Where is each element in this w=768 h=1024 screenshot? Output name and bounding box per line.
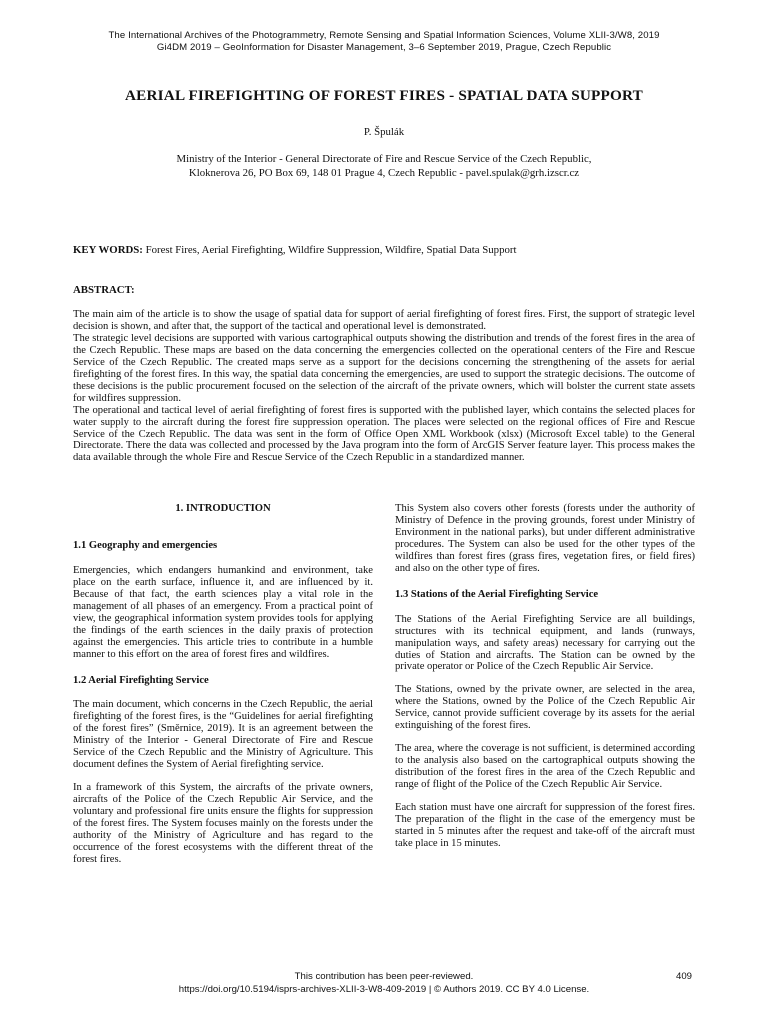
abstract-heading: ABSTRACT: (73, 284, 135, 296)
subsection-heading-geography: 1.1 Geography and emergencies (73, 539, 218, 551)
running-header-line2: Gi4DM 2019 – GeoInformation for Disaster Management, 3–6 September 2019, Prague, Czech Republic (156, 42, 612, 53)
body-paragraph: Emergencies, which endangers humankind and environment, take place on the earth surface, influence it, and are influenced by it. Because of that fact, the earth sciences play a vital role in the management of all phases of an emergency. From a practical point of view, the geographical information system provides tools for applying the findings of the earth sciences in the daily praxis of protection against the emergencies. This article tries to contribute in a humble manner to this effort on the area of forest fires and wildfires. (73, 564, 373, 660)
author: P. Špulák (363, 126, 405, 138)
abstract-paragraph: The strategic level decisions are supported with various cartographical outputs showing the distribution and trends of the forest fires in the area of the Czech Republic. These maps are based on the data concerning the emergencies collected on the operational centers of the Fire and Rescue Service of the Czech Republic. The created maps serve as a support for the decisions concerning the strengthening of the assets for aerial firefighting of the forest fires. In this way, the spatial data concerning the emergencies, are used to support the strategic decisions. The outcome of these decisions is the public procurement focused on the selection of the aircraft of the private owners, which will bolster the current state assets for wildfires suppression. (73, 332, 695, 404)
abstract-paragraph: The operational and tactical level of aerial firefighting of forest fires is supported with the published layer, which contains the selected places for water supply to the aircraft during the forest fire suppression operation. The places were selected on the regional offices of Fire and Rescue Service of the Czech Republic. The data was sent in the form of Office Open XML Workbook (xlsx) (Microsoft Excel table) to the General Directorate. There the data was collected and processed by the Java program into the form of ArcGIS Server feature layer. This process makes the data available through the whole Fire and Rescue Service of the Czech Republic in a standardized manner. (73, 404, 695, 464)
abstract-paragraph: The main aim of the article is to show the usage of spatial data for support of aerial firefighting of forest fires. First, the support of strategic level decision is shown, and after that, the support of the tactical and operational level is demonstrated. (73, 309, 695, 332)
body-paragraph: The Stations of the Aerial Firefighting Service are all buildings, structures with its technical equipment, and lands (runways, manipulation ways, and safety areas) necessary for carrying out the duties of Station and aircrafts. The Station can be owned by the private operator or Police of the Czech Republic Air Service. (395, 613, 695, 673)
page-number: 409 (676, 971, 693, 982)
section-heading-introduction: 1. INTRODUCTION (175, 503, 271, 514)
right-column (395, 503, 695, 861)
body-paragraph: This System also covers other forests (forests under the authority of Ministry of Defence in the proving grounds, forest under Ministry of Environment in the national parks), but under different administrative procedures. The System can also be used for the other types of the wildfires than forest fires (grass fires, vegetation fires, or field fires) and also on the other type of fires. (395, 503, 695, 574)
body-paragraph: The main document, which concerns in the Czech Republic, the aerial firefighting of the forest fires, is the “Guidelines for aerial firefighting of the forest fires” (Směrnice, 2019). It is an agreement between the Ministry of the Interior - General Directorate of Fire and Rescue Service of the Czech Republic and the Ministry of Agriculture. This document defines the System of Aerial firefighting service. (73, 699, 373, 771)
footer-peer-reviewed: This contribution has been peer-reviewed. (294, 971, 474, 982)
affiliation (0, 152, 768, 180)
keywords-text: Forest Fires, Aerial Firefighting, Wildfire Suppression, Wildfire, Spatial Data Support (142, 244, 517, 256)
paper-title: AERIAL FIREFIGHTING OF FOREST FIRES - SPATIAL DATA SUPPORT (125, 87, 643, 104)
body-paragraph: The Stations, owned by the private owner, are selected in the area, where the Stations, owned by the Police of the Czech Republic Air Service, cannot provide sufficient coverage by its assets for the aerial extinguishing of the forest fires. (395, 684, 695, 732)
left-column (73, 503, 373, 877)
affiliation-line2: Kloknerova 26, PO Box 69, 148 01 Prague 4, Czech Republic - pavel.spulak@grh.izscr.cz (188, 167, 580, 179)
body-paragraph: Each station must have one aircraft for suppression of the forest fires. The preparation of the flight in the case of the emergency must be started in 5 minutes after the request and take-off of the aircraft must take place in 15 minutes. (395, 802, 695, 849)
footer-doi-link[interactable]: https://doi.org/10.5194/isprs-archives-XLII-3-W8-409-2019 | © Authors 2019. CC BY 4.0 License. (178, 984, 590, 995)
body-paragraph: In a framework of this System, the aircrafts of the private owners, aircrafts of the Police of the Czech Republic Air Service, and the voluntary and professional fire units ensure the flights for suppression of the forest fires. The System focuses mainly on the forests under the authority of the Ministry of Agriculture and has regard to the occurrence of the forest ecosystems with the different threat of the forest fires. (73, 782, 373, 865)
keywords (73, 244, 698, 256)
subsection-heading-stations: 1.3 Stations of the Aerial Firefighting Service (395, 588, 599, 600)
body-paragraph: The area, where the coverage is not sufficient, is determined according to the analysis also based on the cartographical outputs showing the distribution of the forest fires in the area of the Czech Republic and range of flight of the Police of the Czech Republic Air Service. (395, 743, 695, 791)
affiliation-line1: Ministry of the Interior - General Directorate of Fire and Rescue Service of the Czech Republic, (176, 153, 592, 165)
running-header-line1: The International Archives of the Photogrammetry, Remote Sensing and Spatial Information Sciences, Volume XLII-3/W8, 2019 (108, 30, 660, 41)
subsection-heading-aerial-service: 1.2 Aerial Firefighting Service (73, 674, 209, 686)
keywords-label: KEY WORDS: (73, 244, 143, 256)
abstract-body (73, 309, 695, 464)
